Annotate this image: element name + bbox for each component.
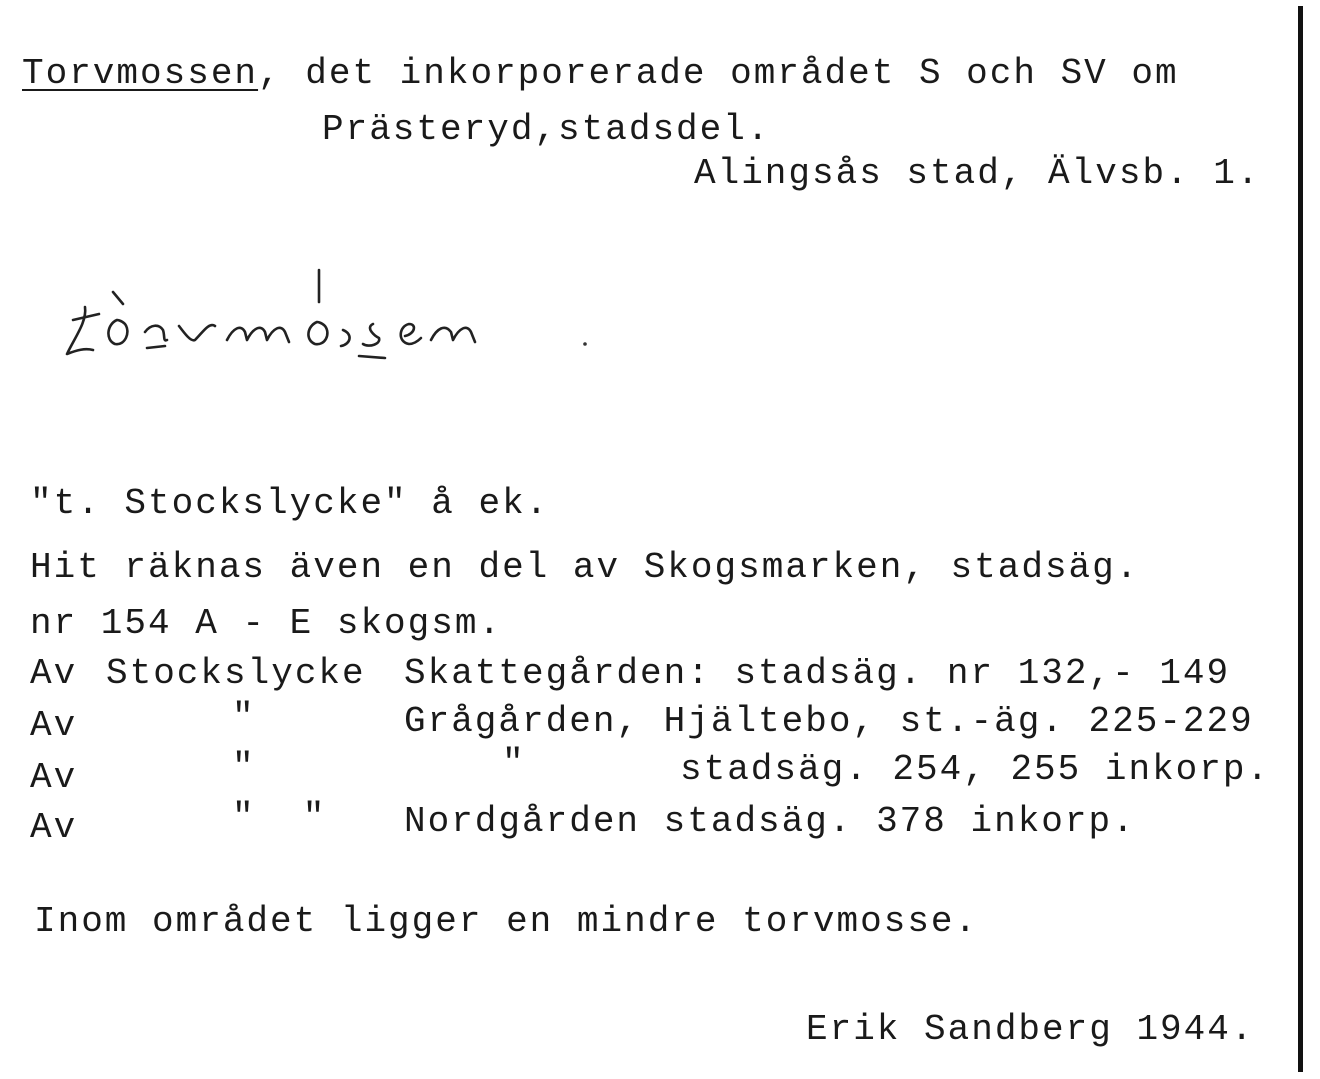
header-line-3: Alingsås stad, Älvsb. 1. bbox=[694, 153, 1261, 194]
row-3-detail: stadsäg. 254, 255 inkorp. bbox=[680, 749, 1271, 790]
headword: Torvmossen bbox=[22, 53, 259, 94]
row-1-prefix: Av bbox=[30, 653, 78, 694]
handwritten-pronunciation bbox=[55, 262, 615, 372]
row-4-ditto: " " bbox=[232, 797, 327, 838]
row-3-prefix: Av bbox=[30, 757, 78, 798]
note-line: Inom området ligger en mindre torvmosse. bbox=[34, 901, 979, 942]
quote-line: "t. Stockslycke" å ek. bbox=[30, 483, 550, 524]
row-1-detail: Skattegården: stadsäg. nr 132,- 149 bbox=[404, 653, 1231, 694]
header-line-2: Prästeryd,stadsdel. bbox=[322, 109, 771, 150]
signature: Erik Sandberg 1944. bbox=[806, 1009, 1255, 1050]
row-1-source: Stockslycke bbox=[106, 653, 366, 694]
row-2-ditto: " bbox=[232, 697, 256, 738]
header-line-1 bbox=[22, 53, 1179, 94]
body-line-b: nr 154 A - E skogsm. bbox=[30, 603, 503, 644]
row-3-ditto-2: " bbox=[502, 743, 526, 784]
row-2-prefix: Av bbox=[30, 705, 78, 746]
header-line-1-rest: , det inkorporerade området S och SV om bbox=[258, 53, 1179, 94]
card-edge bbox=[1298, 6, 1303, 1072]
row-4-prefix: Av bbox=[30, 807, 78, 848]
row-2-detail: Grågården, Hjältebo, st.-äg. 225-229 bbox=[404, 701, 1254, 742]
row-3-ditto: " bbox=[232, 747, 256, 788]
body-line-a: Hit räknas även en del av Skogsmarken, stadsäg. bbox=[30, 547, 1140, 588]
row-4-detail: Nordgården stadsäg. 378 inkorp. bbox=[404, 801, 1136, 842]
